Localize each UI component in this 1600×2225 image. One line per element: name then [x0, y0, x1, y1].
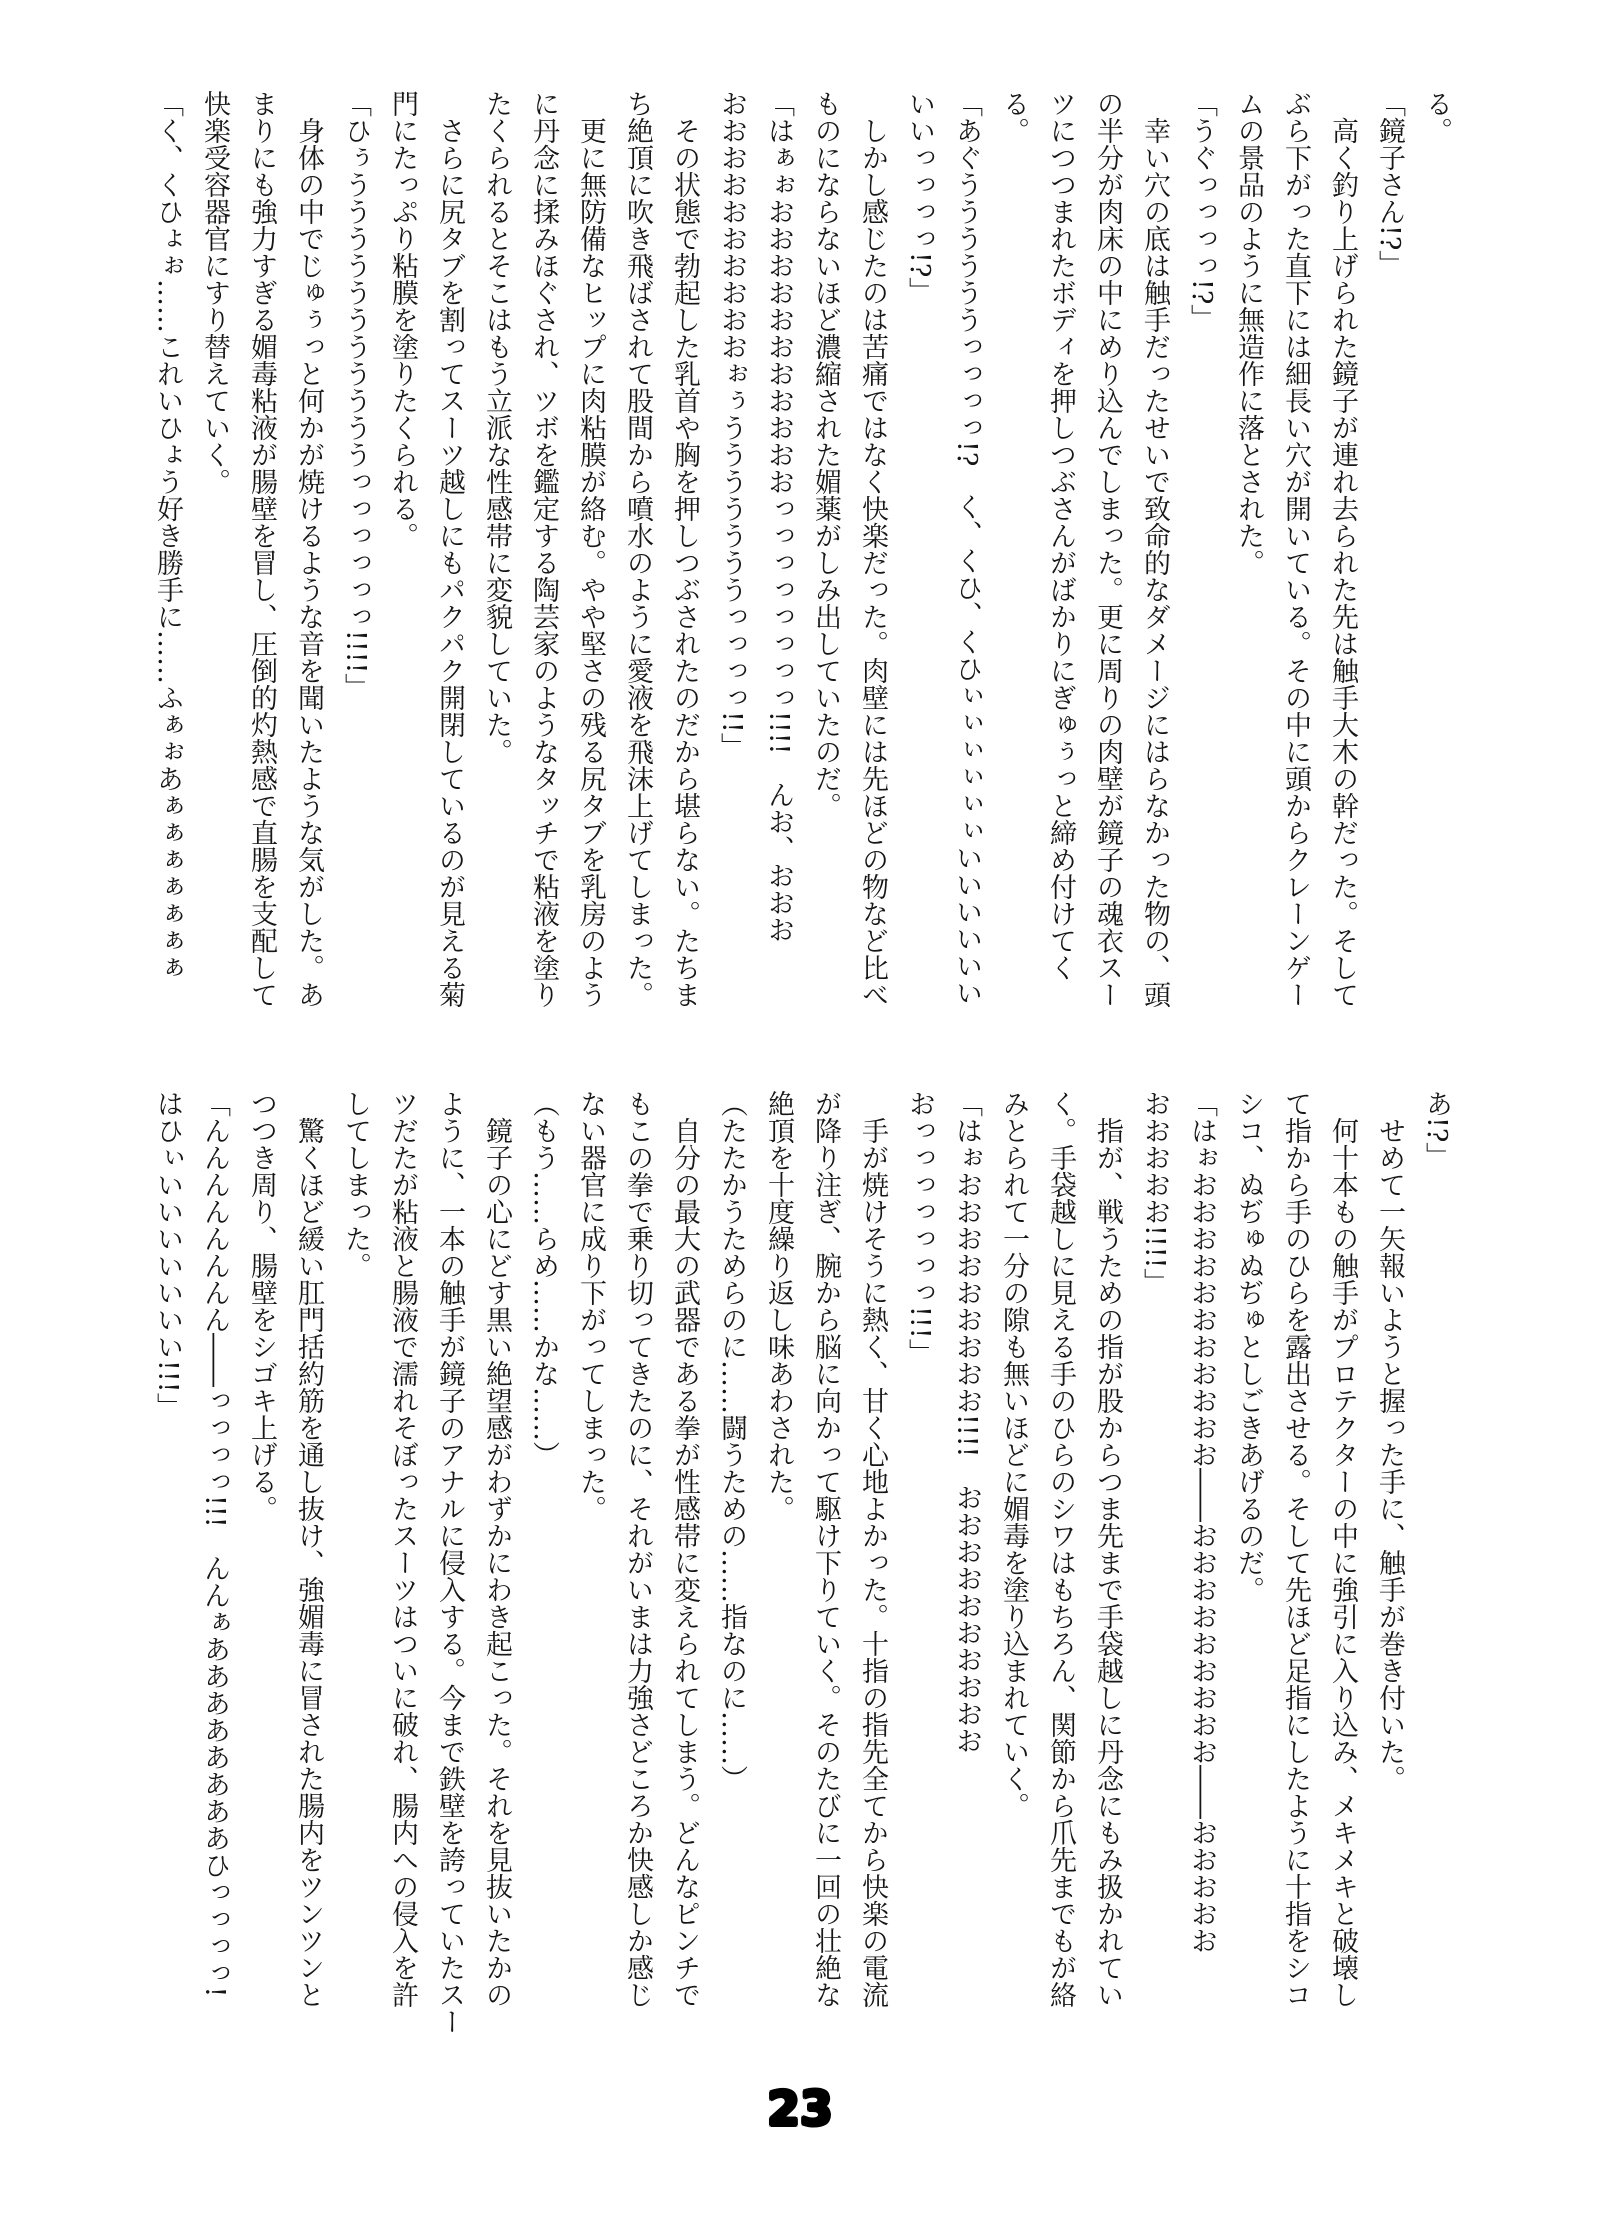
text-column: 鏡子の心にどす黒い絶望感がわずかにわき起こった。それを見抜いたかの [481, 1117, 512, 2008]
text-column: 「んんんんんんんん――っっっっ!!! んんぁああああああああひっっっっ! [199, 1090, 230, 1998]
text-column: せめて一矢報いようと握った手に、触手が巻き付いた。 [1374, 1117, 1405, 1792]
text-column: 「鏡子さん!?」 [1374, 90, 1405, 278]
text-column: あ!?」 [1421, 1090, 1452, 1170]
text-column: 手が焼けそうに熱く、甘く心地よかった。十指の指先全てから快楽の電流 [857, 1117, 888, 2008]
text-column: ち絶頂に吹き飛ばされて股間から噴水のように愛液を飛沫上げてしまった。 [622, 90, 653, 1008]
text-column: ない器官に成り下がってしまった。 [575, 1090, 606, 1522]
text-column: まりにも強力すぎる媚毒粘液が腸壁を冒し、圧倒的灼熱感で直腸を支配して [246, 90, 277, 1008]
top-text-block [140, 90, 1460, 1075]
text-column: 「ひぅうううううううううううっっっっっっ!!!!」 [340, 90, 371, 701]
text-column: 何十本もの触手がプロテクターの中に強引に入り込み、メキメキと破壊し [1327, 1117, 1358, 2008]
text-column: 驚くほど緩い肛門括約筋を通し抜け、強媚毒に冒された腸内をツンツンと [293, 1117, 324, 2008]
text-column: もこの拳で乗り切ってきたのに、それがいまは力強さどころか快感しか感じ [622, 1090, 653, 2008]
text-column: その状態で勃起した乳首や胸を押しつぶされたのだから堪らない。たちま [669, 117, 700, 1008]
text-column: が降り注ぎ、腕から脳に向かって駆け下りていく。そのたびに一回の壮絶な [810, 1090, 841, 2008]
page-number: 23 [767, 2082, 833, 2137]
text-column: 身体の中でじゅぅっと何かが焼けるような音を聞いたような気がした。あ [293, 117, 324, 1008]
text-column: る。 [998, 90, 1029, 144]
text-column: おおおおお!!!!」 [1139, 1090, 1170, 1296]
text-column: （たたかうためらのに……闘うための……指なのに……） [716, 1090, 747, 1792]
text-column: 自分の最大の武器である拳が性感帯に変えられてしまう。どんなピンチで [669, 1117, 700, 2008]
text-column: （もう……らめ……かな……） [528, 1090, 559, 1468]
text-column: おおおおおおおおおおぉぅうううううううっっっっ!!」 [716, 90, 747, 760]
text-column: 指が、戦うための指が股からつま先まで手袋越しに丹念にもみ扱かれてい [1092, 1117, 1123, 2008]
text-column: はひぃいいいいいいい!!!」 [152, 1090, 183, 1420]
text-column: 「あぐううううううっっっっ!? く、くひ、くひぃぃぃぃぃぃいいいいいい [951, 90, 982, 1007]
text-column: 高く釣り上げられた鏡子が連れ去られた先は触手大木の幹だった。そして [1327, 117, 1358, 1008]
text-column: 絶頂を十度繰り返し味あわされた。 [763, 1090, 794, 1522]
text-column: 「く、くひょぉ……これいひょう好き勝手に……ふぁぉあぁぁぁぁぁぁぁ [152, 90, 183, 981]
text-column: しかし感じたのは苦痛ではなく快楽だった。肉壁には先ほどの物など比べ [857, 117, 888, 1008]
text-column: ものにならないほど濃縮された媚薬がしみ出していたのだ。 [810, 90, 841, 819]
text-column: いいっっっっ!?」 [904, 90, 935, 305]
text-column: 門にたっぷり粘膜を塗りたくられる。 [387, 90, 418, 549]
text-column: してしまった。 [340, 1090, 371, 1279]
text-column: シコ、ぬぢゅぬぢゅとしごきあげるのだ。 [1233, 1090, 1264, 1603]
text-column: て指から手のひらを露出させる。そして先ほど足指にしたように十指をシコ [1280, 1090, 1311, 2008]
text-column: みとられて一分の隙も無いほどに媚毒を塗り込まれていく。 [998, 1090, 1029, 1819]
text-column: ぶら下がった直下には細長い穴が開いている。その中に頭からクレーンゲー [1280, 90, 1311, 1008]
text-column: 「はぁぉおおおおおおおおおおおっっっっっっっっ!!!! んお、おおお [763, 90, 794, 944]
text-column: つつき周り、腸壁をシゴキ上げる。 [246, 1090, 277, 1522]
text-column: 「はぉおおおおおおおおお!!!! おおおおおおおおおお [951, 1090, 982, 1755]
text-column: る。 [1421, 90, 1452, 144]
text-column: 「はぉおおおおおおおおおおお――おおおおおおおおお――おおおおお [1186, 1090, 1217, 1954]
text-column: ように、一本の触手が鏡子のアナルに侵入する。今まで鉄壁を誇っていたスー [434, 1090, 465, 2035]
text-column: 幸い穴の底は触手だったせいで致命的なダメージにはらなかった物の、頭 [1139, 117, 1170, 1008]
text-column: く。手袋越しに見える手のひらのシワはもちろん、関節から爪先までもが絡 [1045, 1090, 1076, 2008]
text-column: 更に無防備なヒップに肉粘膜が絡む。やや堅さの残る尻タブを乳房のよう [575, 117, 606, 1008]
text-column: 「うぐっっっっ!?」 [1186, 90, 1217, 332]
text-column: さらに尻タブを割ってスーツ越しにもパクパク開閉しているのが見える菊 [434, 117, 465, 1008]
text-column: おっっっっっっっ!!!」 [904, 1090, 935, 1366]
text-column: ツだたが粘液と腸液で濡れそぼったスーツはついに破れ、腸内への侵入を許 [387, 1090, 418, 2008]
text-column: 快楽受容器官にすり替えていく。 [199, 90, 230, 495]
text-column: に丹念に揉みほぐされ、ツボを鑑定する陶芸家のようなタッチで粘液を塗り [528, 90, 559, 1008]
text-column: たくられるとそこはもう立派な性感帯に変貌していた。 [481, 90, 512, 765]
text-column: ツにつつまれたボディを押しつぶさんがばかりにぎゅぅっと締め付けてく [1045, 90, 1076, 981]
bottom-text-block [140, 1090, 1460, 2040]
text-column: の半分が肉床の中にめり込んでしまった。更に周りの肉壁が鏡子の魂衣スー [1092, 90, 1123, 1008]
text-column: ムの景品のように無造作に落とされた。 [1233, 90, 1264, 576]
